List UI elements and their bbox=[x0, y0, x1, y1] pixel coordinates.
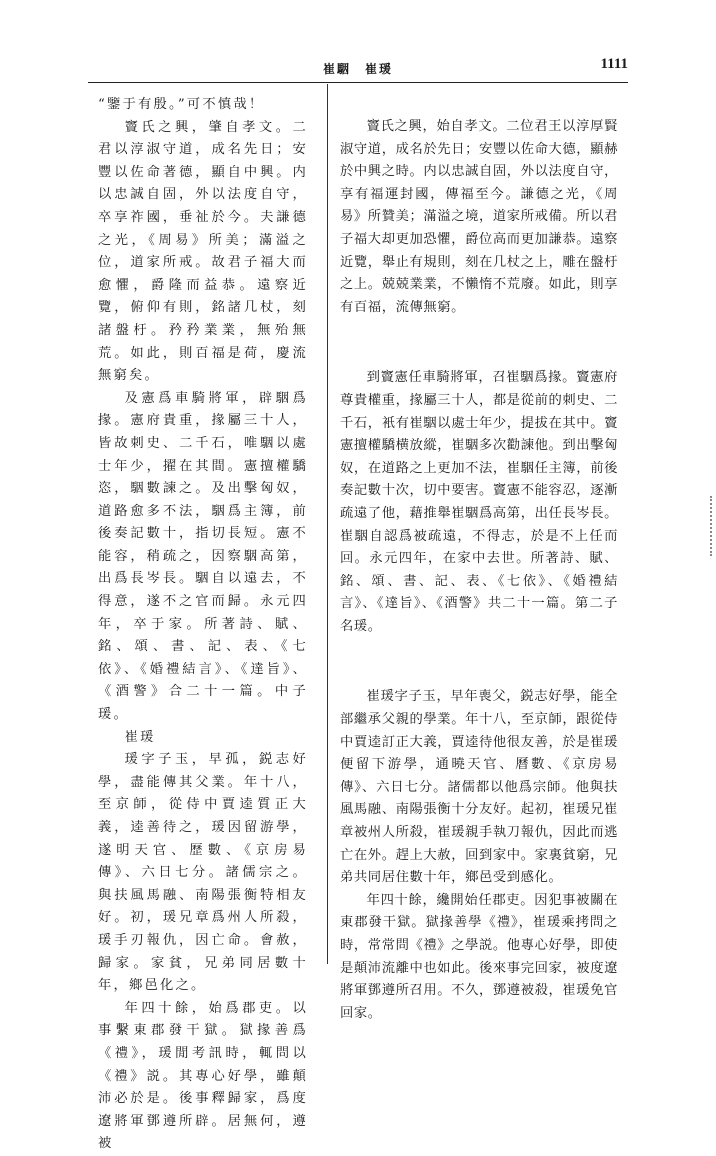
left-paragraph-2: 及憲爲車騎將軍，辟駰爲掾。憲府貴重，掾屬三十人，皆故刺史、二千石，唯駰以處士年少，擢在其間。憲擅權驕恣，駰數諫之。及出擊匈奴，道路愈多不法，駰爲主簿，前後奏記數十，指切長短。憲不能容，稍疏之，因察駰高第，出爲長岑長。駰自以遠去，不得意，遂不之官而歸。永元四年，卒于家。所著詩、賦、銘、頌、書、記、表、《七依》、《婚禮結言》、《達旨》、《酒警》合二十一篇。中子瑗。 bbox=[98, 390, 308, 723]
header-rule bbox=[88, 82, 628, 83]
right-paragraph-1: 竇氏之興，始自孝文。二位君王以淳厚賢淑守道，成名於先日；安豐以佐命大德，顯赫於中興之時。内以忠誠自固，外以法度自守，享有福運封國，傳福至今。謙德之光，《周易》所贊美；滿溢之境，道家所戒備。所以君子福大却更加恐懼，爵位高而更加謙恭。遠察近覽，舉止有規則，刻在几杖之上，雕在盤杅之上。兢兢業業，不懶惰不荒廢。如此，則享有百福，流傳無窮。 bbox=[340, 119, 618, 315]
left-paragraph-0: “鑒于有殷。”可不慎哉！ bbox=[98, 97, 265, 112]
page-number: 1111 bbox=[600, 56, 628, 72]
column-divider bbox=[327, 84, 328, 964]
left-paragraph-1: 竇氏之興，肇自孝文。二君以淳淑守道，成名先日；安豐以佐命著德，顯自中興。内以忠誠自固，外以法度自守，卒享祚國，垂祉於今。夫謙德之光，《周易》所美；滿溢之位，道家所戒。故君子福大而愈懼，爵隆而益恭。遠察近覽，俯仰有則，銘諸几杖，刻諸盤杅。矜矜業業，無殆無荒。如此，則百福是荷，慶流無窮矣。 bbox=[98, 119, 308, 384]
right-paragraph-2: 到竇憲任車騎將軍，召崔駰爲掾。竇憲府尊貴權重，掾屬三十人，都是從前的刺史、二千石，衹有崔駰以處士年少，提拔在其中。竇憲擅權驕横放縱，崔駰多次勸諫他。到出擊匈奴，在道路之上更加不法，崔駰任主簿，前後奏記數十次，切中要害。竇憲不能容忍，逐漸疏遠了他，藉推舉崔駰爲高第，出任長岑長。崔駰自認爲被疏遠，不得志，於是不上任而回。永元四年，在家中去世。所著詩、賦、銘、頌、書、記、表、《七依》、《婚禮結言》、《達旨》、《酒警》共二十一篇。第二子名瑗。 bbox=[340, 370, 618, 634]
original-text-column bbox=[98, 94, 308, 1156]
running-header bbox=[88, 56, 628, 82]
spacer bbox=[340, 319, 618, 367]
section-heading: 崔瑗 bbox=[124, 729, 156, 745]
left-paragraph-3: 瑗字子玉，早孤，鋭志好學，盡能傳其父業。年十八，至京師，從侍中賈逵質正大義，逵善待之，瑗因留游學，遂明天官、歷數、《京房易傳》、六日七分。諸儒宗之。與扶風馬融、南陽張衡特相友好。初，瑗兄章爲州人所殺，瑗手刃報仇，因亡命。會赦，歸家。家貧，兄弟同居數十年，鄉邑化之。 bbox=[98, 752, 308, 994]
spacer bbox=[340, 94, 618, 116]
right-paragraph-4: 年四十餘，纔開始任郡吏。因犯事被關在東郡發干獄。獄掾善學《禮》，崔瑗乘拷問之時，常常問《禮》之學説。他專心好學，即使是顛沛流離中也如此。後來事完回家，被度遼將軍鄧遵所召用。不久，鄧遵被殺，崔瑗免官回家。 bbox=[340, 892, 618, 1021]
translation-column bbox=[340, 94, 618, 1025]
header-title: 崔駰 崔瑗 bbox=[322, 62, 393, 76]
spacer bbox=[340, 638, 618, 686]
scan-edge-mark bbox=[707, 496, 712, 556]
right-paragraph-3: 崔瑗字子玉，早年喪父，鋭志好學，能全部繼承父親的學業。年十八，至京師，跟從侍中賈逵訂正大義，賈逵待他很友善，於是崔瑗便留下游學，通曉天官、曆數、《京房易傳》、六日七分。諸儒都以他爲宗師。他與扶風馬融、南陽張衡十分友好。起初，崔瑗兄崔章被州人所殺，崔瑗親手執刀報仇，因此而逃亡在外。趕上大赦，回到家中。家裏貧窮，兄弟共同居住數十年，鄉邑受到感化。 bbox=[340, 689, 618, 886]
left-paragraph-4: 年四十餘，始爲郡吏。以事繫東郡發干獄。獄掾善爲《禮》，瑗閒考訊時，輒問以《禮》説。其專心好學，雖顛沛必於是。後事釋歸家，爲度遼將軍鄧遵所辟。居無何，遵被 bbox=[98, 1000, 308, 1152]
